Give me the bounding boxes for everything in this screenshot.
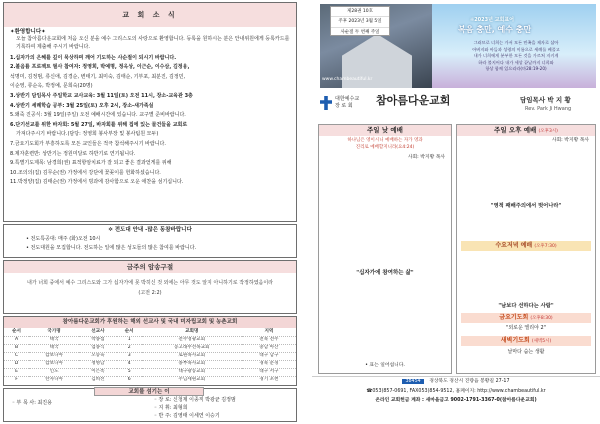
- notice-item: 9.특별기도제목: 남경희(권) 표적항암치료가 잘 되고 좋은 결과얻게를 위해: [10, 160, 172, 167]
- mission-cell: F: [4, 376, 29, 384]
- banner-verse: [438, 40, 594, 73]
- issue-season: 사순절 두 번째 주일: [340, 29, 380, 35]
- missions-header-cell: 지역: [264, 328, 274, 334]
- servers-box: [3, 388, 297, 422]
- dawn-header: [461, 336, 591, 346]
- mission-cell: 전북 전주: [242, 336, 296, 344]
- missions-header-cell: 교회명: [185, 328, 199, 334]
- slogan: 복음 충만, 예수 충만: [458, 25, 532, 34]
- mission-cell: 대구광동교회: [142, 368, 242, 376]
- notices-title-bar: [4, 3, 296, 27]
- notice-item: 이순영, 류순옥, 박정예, 문희숙(20명): [10, 83, 93, 90]
- banner-verse-line: 하라 볼지어다 내가 세상 끝날까지 너희와: [478, 59, 554, 65]
- notices-title: 교 회 소 식: [122, 11, 178, 19]
- church-logo-icon: [320, 96, 332, 110]
- church-header: [320, 93, 596, 119]
- notice-item: 7.금요기도회가 부흥하도록 모든 교인들은 적극 참석해주시기 바랍니다.: [10, 140, 166, 147]
- footer-phone: ☎053)857-0691, FAX053)854-9512, 홈페이지: http://www.chambeautiful.kr: [366, 388, 546, 394]
- mission-cell: 정병남: [79, 360, 117, 368]
- mission-cell: 로원목사교회: [142, 352, 242, 360]
- mission-cell: 2: [117, 344, 142, 352]
- mission-row: [4, 336, 296, 344]
- slogan-small: ❊2023년 교회표어: [470, 17, 514, 23]
- mission-cell: 전주영광교회: [142, 336, 242, 344]
- mission-cell: 태국: [29, 344, 79, 352]
- address: 경상북도 경산시 진량읍 봉황길 27-17: [429, 379, 510, 384]
- dawn-title: 새벽기도회: [500, 337, 530, 344]
- footer: [312, 376, 600, 422]
- mission-cell: 3: [117, 352, 142, 360]
- banner-verse-line: 아버지와 아들과 성령의 이름으로 세례를 베풀고: [472, 46, 560, 52]
- mission-cell: 6: [117, 376, 142, 384]
- mission-cell: 대구 서구: [242, 368, 296, 376]
- banner: [320, 4, 596, 88]
- evangelism-line1: • 전도특공대: 매주 (화)오전 10시: [26, 236, 101, 242]
- mission-cell: B: [4, 344, 29, 352]
- mission-cell: 농고래무선목교회: [142, 344, 242, 352]
- servers-title: 교회를 섬기는 이: [94, 387, 204, 396]
- wednesday-sermon: "남보다 선하다는 사람": [498, 303, 554, 309]
- notice-item: 4.상반기 세례학습 공부: 3월 25일(토) 오후 2시, 장소-새가족실: [10, 102, 154, 109]
- mission-cell: 5: [117, 368, 142, 376]
- sunday-pm-time: (오후3시): [538, 129, 558, 134]
- servers-right1: ◦ 장 로: 신청제 이종직 박광균 김정범: [154, 397, 236, 403]
- evangelism-line2: • 전도대원을 모집합니다. 전도하는 일에 많은 성도들의 많은 참여를 바랍니다.: [26, 245, 197, 251]
- mission-row: [4, 352, 296, 360]
- sunday-pm-header: [457, 125, 595, 136]
- mission-cell: 주님세원교회: [142, 376, 242, 384]
- mission-cell: E: [4, 368, 29, 376]
- dawn-text: 날마다 숨는 생활: [507, 349, 545, 355]
- sunday-am-intro1: 하나님은 영이시니 예배하는 자가 영과: [347, 138, 423, 143]
- friday-sermon: "외로운 엘리야 2": [506, 325, 546, 331]
- banner-verse-line: 항상 함께 있으리라(마28:19-20): [485, 66, 547, 72]
- banner-verse-line: 그러므로 너희는 가서 모든 민족을 제자로 삼아: [473, 40, 559, 45]
- mission-cell: 박종섭: [79, 336, 117, 344]
- issue-date: 주후 2023년 3월 5일: [331, 17, 389, 27]
- issue-number: 제28권 10호: [331, 7, 389, 17]
- footer-online: 온라인 교회헌금 계좌 : 새마을금고 9002-1791-3367-0(참아름다운교회): [375, 398, 537, 403]
- mission-cell: 경북 문경: [242, 360, 296, 368]
- sunday-am-note: • 표는 일어섭니다.: [365, 363, 405, 368]
- wednesday-header: [461, 241, 591, 251]
- notice-item: 5.왜죽 진공식: 3월 19일(주일) 오전 예배시간에 있습니다. 교구별 준비바랍니다.: [10, 112, 186, 119]
- mission-cell: 대구 남구: [242, 352, 296, 360]
- issue-box: [330, 6, 390, 36]
- notice-list: [4, 54, 296, 188]
- mission-cell: 이은옥: [79, 368, 117, 376]
- mission-cell: 김희선: [79, 376, 117, 384]
- sunday-pm-title: 주일 오후 예배: [494, 126, 537, 134]
- missions-header-cell: 국가명: [47, 328, 61, 334]
- mission-cell: 엄종식: [79, 344, 117, 352]
- missions-box: [3, 316, 297, 386]
- welcome-text: 오늘 참아름다운교회에 처음 오신 분을 예수 그리스도의 사랑으로 환영합니다. 등록을 원하시는 분은 안내위원에게 등록카드를 기록하여 제출해 주시기 바랍니다.: [16, 36, 290, 51]
- notice-item: 8.제자훈련반: 상반기는 정원미달로 하반기로 연기됩니다.: [10, 150, 136, 157]
- servers-left: ◦ 부 목 사: 최진용: [12, 400, 52, 406]
- notice-item: 11.박정양(집) 김태순(권) 가정에서 빙과에 감사함으로 오운 애찬을 섬기십니다.: [10, 179, 184, 186]
- friday-time: (오후8:30): [530, 316, 553, 321]
- missions-header-row: [4, 328, 296, 336]
- mission-cell: 탄자니아: [29, 376, 79, 384]
- mission-cell: 충남 아산: [242, 344, 296, 352]
- evangelism-box: [3, 224, 297, 258]
- church-name: 참아름다운교회: [376, 94, 451, 107]
- banner-verse-line: 내가 너희에게 분부한 모든 것을 가르쳐 지키게: [473, 53, 559, 59]
- sunday-am-intro2: 진리로 예배할지니라(요4:24): [355, 145, 415, 150]
- mission-cell: A: [4, 336, 29, 344]
- missions-header-cell: 순서: [12, 328, 21, 334]
- notice-item: 가져다주시기 바랍니다.(담당: 정영희 봉사부장 및 봉사팀원 모두): [16, 131, 159, 138]
- sunday-pm-box: [456, 124, 596, 374]
- mission-row: [4, 360, 296, 368]
- memory-verse-text: 내가 너희 중에서 예수 그리스도와 그가 십자가에 못 박히신 것 외에는 아무 것도 알지 아니하기로 작정하였음이라(고전 2:2): [26, 280, 274, 296]
- memory-verse-box: [3, 260, 297, 314]
- mission-cell: 경기 포천: [242, 376, 296, 384]
- mission-cell: 4: [117, 360, 142, 368]
- servers-right3: ◦ 반 주: 김영태 이세연 이승기: [154, 413, 220, 419]
- friday-header: [461, 313, 591, 323]
- sunday-am-sermon: "십자가에 참여하는 삶": [356, 270, 414, 276]
- friday-title: 금요기도회: [499, 314, 529, 321]
- memory-verse-title: 금주의 암송구절: [4, 261, 296, 273]
- sunday-pm-sermon: "영적 패배주의에서 벗어나라": [490, 203, 562, 209]
- sunday-pm-leader: 사회: 박지황 목사: [551, 138, 589, 143]
- denomination-bottom: 장 로 회: [335, 103, 353, 109]
- mission-row: [4, 344, 296, 352]
- mission-cell: C: [4, 352, 29, 360]
- mission-row: [4, 376, 296, 384]
- notice-item: 1.십자가의 은혜를 깊이 묵상하며 깨어 기도하는 사순절이 되시기 바랍니다.: [10, 54, 177, 61]
- church-photo: [320, 4, 432, 88]
- right-page: [300, 0, 600, 424]
- mission-cell: 오승육: [79, 352, 117, 360]
- mission-row: [4, 368, 296, 376]
- footer-address-line: [312, 377, 600, 387]
- denomination-top: 대한예수교: [335, 96, 360, 102]
- banner-url[interactable]: www.chambeautiful.kr: [322, 77, 373, 82]
- mission-cell: 인도: [29, 368, 79, 376]
- sunday-am-title: 주일 낮 예배: [319, 125, 451, 136]
- servers-right2: ◦ 지 휘: 최형희: [154, 405, 188, 411]
- notice-item: 2.볼음륨 프로젝트 필사 참여자: 정영희, 박예명, 정옥상, 이근순, 이수삼, 김정웅,: [10, 64, 190, 71]
- mission-cell: D: [4, 360, 29, 368]
- welcome-title: ✦환영합니다✦: [10, 29, 46, 35]
- mission-cell: 1: [117, 336, 142, 344]
- notice-item: 3.상반기 담임목사 주일학교 교사교육: 3월 11일(토) 오전 11시, 장소-교육관 3층: [10, 92, 193, 99]
- notice-item: 10.조의의(집) 김무순(권) 가정에서 강단에 꽃꽂이를 헌화하셨습니다.: [10, 169, 161, 176]
- missions-header-cell: 선교사: [91, 328, 105, 334]
- mission-cell: 캄보디아: [29, 360, 79, 368]
- pastor-label: 담임목사 박 지 황: [520, 96, 571, 104]
- mission-cell: 태국: [29, 336, 79, 344]
- missions-header-cell: 순서: [124, 328, 134, 334]
- wednesday-title: 수요저녁 예배: [495, 242, 533, 249]
- dawn-time: (새벽5시): [531, 339, 552, 344]
- pastor-en: Rev. Park Ji Hwang: [525, 106, 572, 112]
- sunday-am-leader: 사회: 박지황 목사: [407, 155, 445, 160]
- notice-item: 석명미, 김정범, 류신애, 김경순, 변태기, 최미숙, 김태순, 기부포, 최분진, 김정민,: [10, 73, 186, 80]
- evangelism-title: ✲ 전도대 안내 -많은 동참바랍니다: [108, 227, 192, 233]
- wednesday-time: (오후7:30): [534, 244, 557, 249]
- sunday-am-box: [318, 124, 452, 374]
- notice-item: 6.단기선교를 위한 바자회: 5월 27일, 바자회를 위해 집에 있는 물건들을 교회로: [10, 121, 188, 128]
- notices-box: [3, 2, 297, 222]
- mission-cell: 종부목사교회: [142, 360, 242, 368]
- missions-table: [4, 328, 296, 384]
- postcode: 38454: [402, 379, 423, 384]
- missions-title: 참아름다운교회가 후원하는 해외 선교사 및 국내 미자립교회 및 농촌교회: [4, 317, 296, 328]
- mission-cell: 캄보디아: [29, 352, 79, 360]
